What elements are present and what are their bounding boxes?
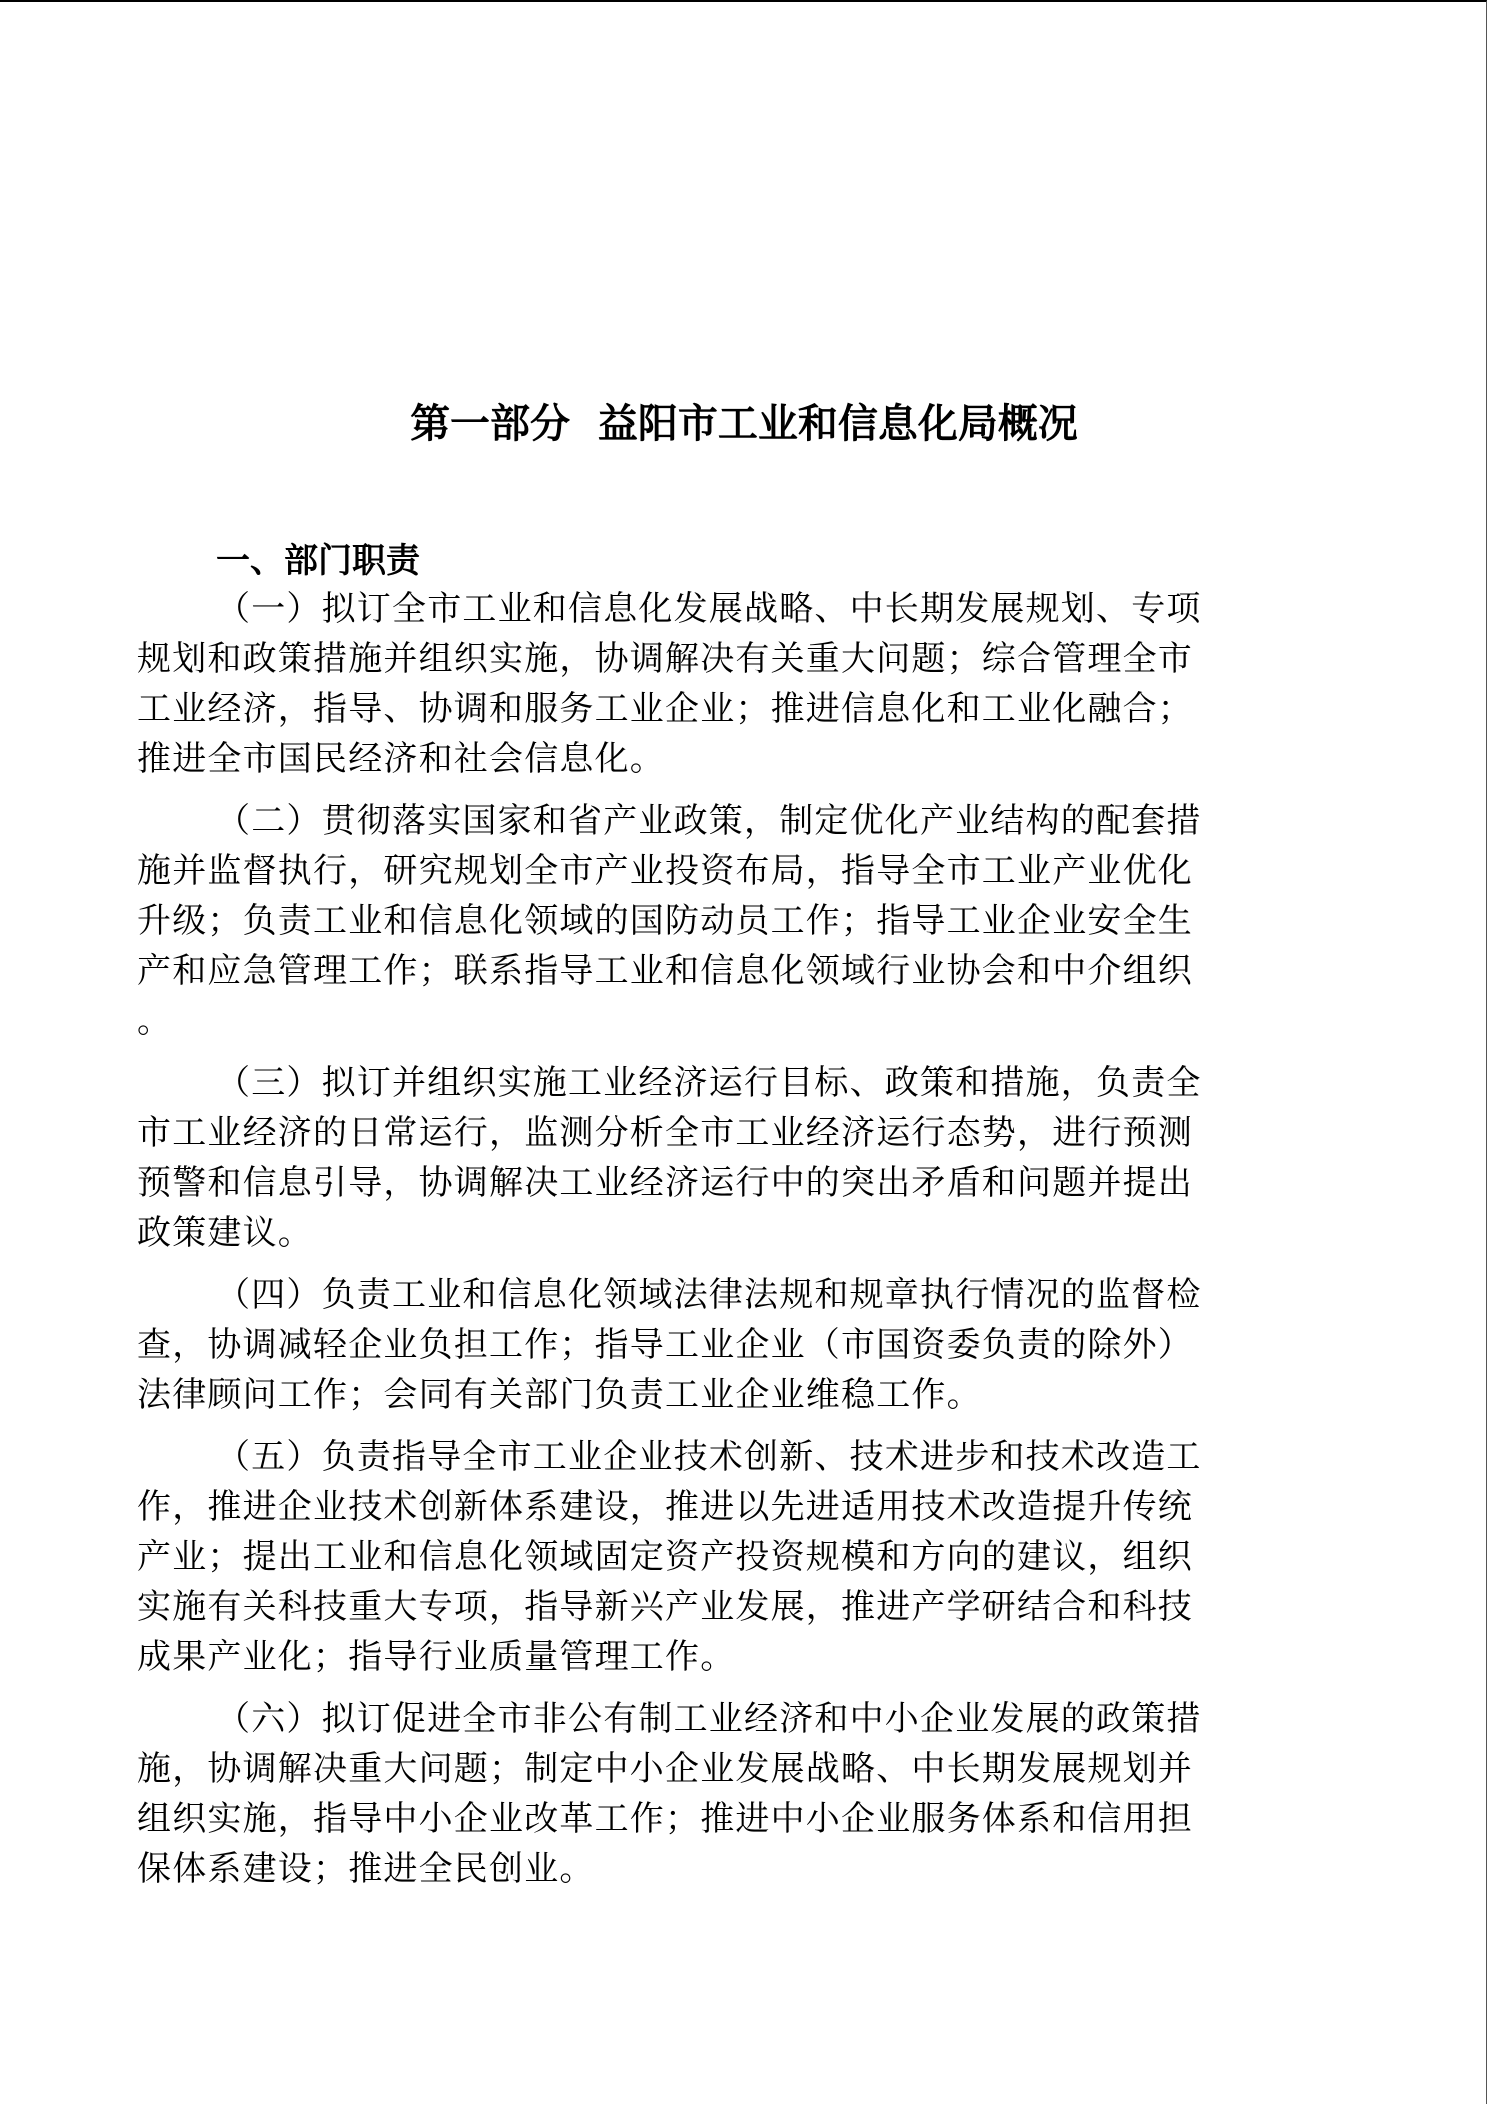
- paragraph: [137, 584, 1337, 784]
- paragraph-line: 推进全市国民经济和社会信息化。: [137, 739, 665, 779]
- paragraph-line: 产和应急管理工作；联系指导工业和信息化领域行业协会和中介组织: [137, 951, 1193, 991]
- paragraph-line: 规划和政策措施并组织实施，协调解决有关重大问题；综合管理全市: [137, 639, 1193, 679]
- paragraph: [137, 1432, 1337, 1682]
- paragraph-gap: [137, 1682, 1337, 1694]
- paragraph-line: （五）负责指导全市工业企业技术创新、技术进步和技术改造工: [216, 1437, 1202, 1477]
- paragraph-line: 产业；提出工业和信息化领域固定资产投资规模和方向的建议，组织: [137, 1537, 1193, 1577]
- paragraph: [137, 1058, 1337, 1258]
- paragraph-line: 市工业经济的日常运行，监测分析全市工业经济运行态势，进行预测: [137, 1113, 1193, 1153]
- paragraph-gap: [137, 784, 1337, 796]
- page-title: 第一部分 益阳市工业和信息化局概况: [410, 400, 1078, 447]
- paragraph-line: 保体系建设；推进全民创业。: [137, 1849, 595, 1889]
- paragraph-line: 政策建议。: [137, 1213, 313, 1253]
- paragraph-gap: [137, 1046, 1337, 1058]
- paragraph-line: 作，推进企业技术创新体系建设，推进以先进适用技术改造提升传统: [137, 1487, 1193, 1527]
- section-heading: 一、部门职责: [216, 541, 420, 581]
- paragraph-line: （一）拟订全市工业和信息化发展战略、中长期发展规划、专项: [216, 589, 1202, 629]
- paragraph-line: 施，协调解决重大问题；制定中小企业发展战略、中长期发展规划并: [137, 1749, 1193, 1789]
- paragraph-line: 查，协调减轻企业负担工作；指导工业企业（市国资委负责的除外）: [137, 1325, 1193, 1365]
- paragraph-line: （六）拟订促进全市非公有制工业经济和中小企业发展的政策措: [216, 1699, 1202, 1739]
- paragraph-line: 预警和信息引导，协调解决工业经济运行中的突出矛盾和问题并提出: [137, 1163, 1193, 1203]
- paragraph-gap: [137, 1420, 1337, 1432]
- paragraph-line: 成果产业化；指导行业质量管理工作。: [137, 1637, 736, 1677]
- paragraph-line: （二）贯彻落实国家和省产业政策，制定优化产业结构的配套措: [216, 801, 1202, 841]
- paragraph-line: 组织实施，指导中小企业改革工作；推进中小企业服务体系和信用担: [137, 1799, 1193, 1839]
- paragraph: [137, 1270, 1337, 1420]
- paragraph-line: 。: [137, 1001, 173, 1041]
- paragraph-line: （四）负责工业和信息化领域法律法规和规章执行情况的监督检: [216, 1275, 1202, 1315]
- paragraph-line: 工业经济，指导、协调和服务工业企业；推进信息化和工业化融合；: [137, 689, 1193, 729]
- paragraph-line: 施并监督执行，研究规划全市产业投资布局，指导全市工业产业优化: [137, 851, 1193, 891]
- paragraph-line: 法律顾问工作；会同有关部门负责工业企业维稳工作。: [137, 1375, 982, 1415]
- paragraph: [137, 796, 1337, 1046]
- document-body: [137, 584, 1337, 1894]
- paragraph-gap: [137, 1258, 1337, 1270]
- paragraph-line: 实施有关科技重大专项，指导新兴产业发展，推进产学研结合和科技: [137, 1587, 1193, 1627]
- paragraph-line: （三）拟订并组织实施工业经济运行目标、政策和措施，负责全: [216, 1063, 1202, 1103]
- paragraph: [137, 1694, 1337, 1894]
- paragraph-line: 升级；负责工业和信息化领域的国防动员工作；指导工业企业安全生: [137, 901, 1193, 941]
